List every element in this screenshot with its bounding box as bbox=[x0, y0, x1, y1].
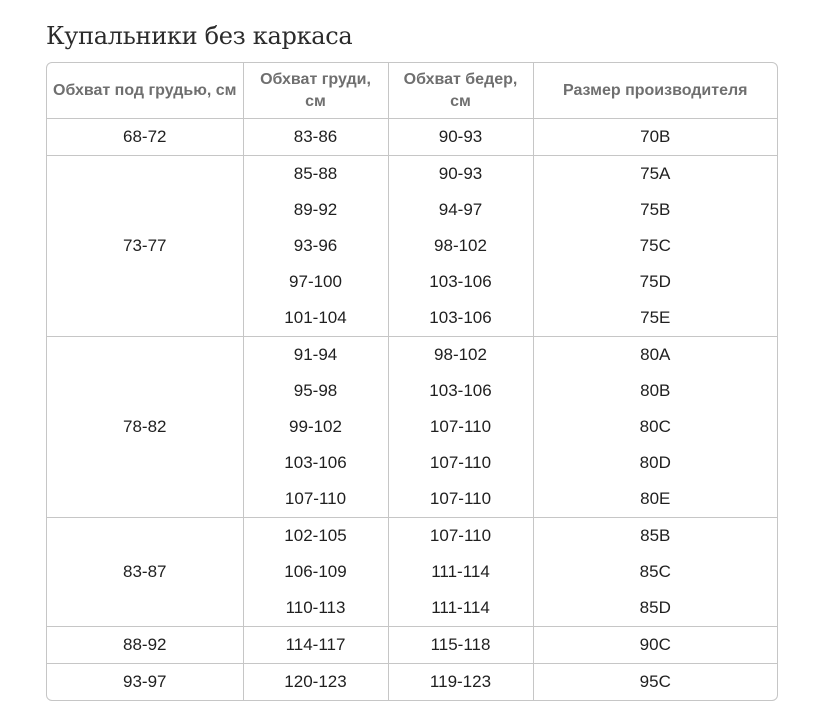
table-row bbox=[47, 156, 777, 193]
cell-bust: 93-96 bbox=[243, 228, 388, 264]
cell-size: 80E bbox=[533, 481, 777, 518]
header-hips: Обхват бедер, см bbox=[388, 63, 533, 119]
cell-hips: 103-106 bbox=[388, 300, 533, 337]
cell-bust: 83-86 bbox=[243, 119, 388, 156]
cell-bust: 103-106 bbox=[243, 445, 388, 481]
cell-bust: 99-102 bbox=[243, 409, 388, 445]
cell-bust: 101-104 bbox=[243, 300, 388, 337]
cell-hips: 119-123 bbox=[388, 664, 533, 701]
cell-bust: 89-92 bbox=[243, 192, 388, 228]
cell-underbust: 73-77 bbox=[47, 156, 243, 337]
header-row bbox=[47, 63, 777, 119]
cell-underbust: 83-87 bbox=[47, 518, 243, 627]
cell-size: 90C bbox=[533, 627, 777, 664]
cell-size: 85B bbox=[533, 518, 777, 555]
cell-hips: 94-97 bbox=[388, 192, 533, 228]
cell-hips: 98-102 bbox=[388, 228, 533, 264]
cell-size: 70B bbox=[533, 119, 777, 156]
cell-hips: 103-106 bbox=[388, 264, 533, 300]
cell-bust: 107-110 bbox=[243, 481, 388, 518]
cell-size: 75E bbox=[533, 300, 777, 337]
cell-size: 85C bbox=[533, 554, 777, 590]
cell-size: 95C bbox=[533, 664, 777, 701]
cell-hips: 90-93 bbox=[388, 156, 533, 193]
cell-size: 80B bbox=[533, 373, 777, 409]
cell-hips: 111-114 bbox=[388, 590, 533, 627]
cell-hips: 90-93 bbox=[388, 119, 533, 156]
size-chart bbox=[47, 63, 777, 700]
cell-size: 75D bbox=[533, 264, 777, 300]
cell-bust: 120-123 bbox=[243, 664, 388, 701]
cell-bust: 85-88 bbox=[243, 156, 388, 193]
cell-bust: 91-94 bbox=[243, 337, 388, 374]
cell-hips: 103-106 bbox=[388, 373, 533, 409]
table-body bbox=[47, 119, 777, 701]
cell-underbust: 88-92 bbox=[47, 627, 243, 664]
header-size: Размер производителя bbox=[533, 63, 777, 119]
cell-bust: 110-113 bbox=[243, 590, 388, 627]
cell-size: 80C bbox=[533, 409, 777, 445]
header-underbust: Обхват под грудью, см bbox=[47, 63, 243, 119]
cell-size: 80D bbox=[533, 445, 777, 481]
cell-hips: 115-118 bbox=[388, 627, 533, 664]
size-table bbox=[46, 62, 778, 701]
cell-bust: 114-117 bbox=[243, 627, 388, 664]
cell-size: 80A bbox=[533, 337, 777, 374]
table-row bbox=[47, 664, 777, 701]
cell-size: 75C bbox=[533, 228, 777, 264]
cell-bust: 95-98 bbox=[243, 373, 388, 409]
cell-bust: 97-100 bbox=[243, 264, 388, 300]
cell-size: 85D bbox=[533, 590, 777, 627]
cell-bust: 102-105 bbox=[243, 518, 388, 555]
cell-hips: 111-114 bbox=[388, 554, 533, 590]
cell-size: 75A bbox=[533, 156, 777, 193]
cell-underbust: 78-82 bbox=[47, 337, 243, 518]
cell-hips: 107-110 bbox=[388, 409, 533, 445]
cell-hips: 98-102 bbox=[388, 337, 533, 374]
cell-hips: 107-110 bbox=[388, 445, 533, 481]
cell-hips: 107-110 bbox=[388, 518, 533, 555]
table-row bbox=[47, 627, 777, 664]
page-title: Купальники без каркаса bbox=[46, 22, 353, 50]
cell-bust: 106-109 bbox=[243, 554, 388, 590]
header-bust: Обхват груди, см bbox=[243, 63, 388, 119]
table-row bbox=[47, 337, 777, 374]
table-row bbox=[47, 119, 777, 156]
cell-underbust: 93-97 bbox=[47, 664, 243, 701]
cell-size: 75B bbox=[533, 192, 777, 228]
cell-underbust: 68-72 bbox=[123, 127, 167, 146]
cell-hips: 107-110 bbox=[388, 481, 533, 518]
table-row bbox=[47, 518, 777, 555]
